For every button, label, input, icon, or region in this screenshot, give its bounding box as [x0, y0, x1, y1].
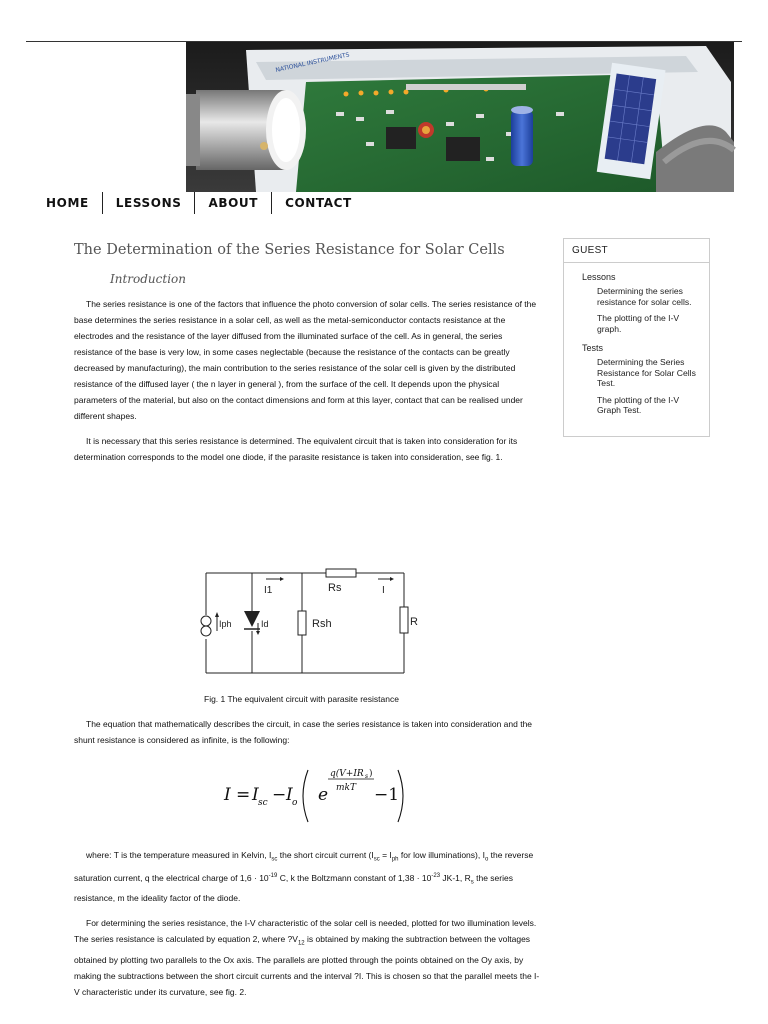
svg-text:−: −	[272, 785, 287, 805]
nav-home-link[interactable]: HOME	[33, 192, 103, 214]
nav-lessons-link[interactable]: LESSONS	[103, 192, 196, 214]
page-title: The Determination of the Series Resistance for Solar Cells	[74, 242, 505, 258]
sidebar-tests-label: Tests	[582, 343, 604, 353]
svg-text:s: s	[365, 773, 369, 780]
label-rs: Rs	[328, 582, 342, 594]
svg-text:=: =	[236, 785, 251, 805]
nav-contact-link[interactable]: CONTACT	[285, 196, 352, 210]
sidebar-panel	[563, 238, 710, 437]
sidebar-lessons-label: Lessons	[582, 272, 616, 282]
paragraph-necessity: It is necessary that this series resistance is determined. The equivalent circuit that is taken into consideration for its determination corresponds to the model one diode, if the parasite resistance is taken into consideration, see fig. 1.	[74, 436, 518, 462]
equation-1	[222, 762, 540, 829]
circuit-diagram	[202, 569, 418, 681]
sidebar-test-series-resistance[interactable]: Determining the Series Resistance for Solar Cells Test.	[597, 357, 696, 388]
solar-lab-photo	[186, 42, 734, 192]
header-banner-image	[186, 42, 734, 192]
label-id: Id	[261, 619, 269, 629]
paragraph-where: where: T is the temperature measured in Kelvin, $I_{sc}$ the short circuit current ($I_{sc} = I_{ph}$ for low illuminations), $I_o$ the reverse saturation current, q the electrical charge of $1,6 \cdot 10^{-19}$ C, k the Boltzmann constant of $1,38 \cdot 10^{-23}$ JK-1, $R_s$ the series resistance, m the ideality factor of the diode.	[74, 850, 534, 904]
svg-text:I: I	[252, 785, 259, 805]
svg-text:o: o	[292, 798, 298, 808]
label-i: I	[382, 585, 385, 596]
svg-text:sc: sc	[258, 798, 268, 808]
sidebar-lesson-iv-graph[interactable]: The plotting of the I-V graph.	[597, 313, 680, 334]
equation-image	[222, 762, 412, 824]
label-i1: I1	[264, 585, 273, 596]
nav-about-link[interactable]: ABOUT	[195, 192, 272, 214]
paragraph-determining: For determining the series resistance, the I-V characteristic of the solar cell is needed, plotted for two illumination levels. The series resistance is calculated by equation 2, where $?V_{12}$ is obtained by making the subtraction between the voltages obtained by plotting two parallels to the Ox axis. The parallels are plotted through the points obtained on the Oy axis, by making the subtractions between the short circuit currents and the interval ?I. This is chosen so that the parallel meets the I-V characteristic under its curvature, see fig. 2.	[74, 918, 540, 997]
paragraph-intro: The series resistance is one of the factors that influence the photo conversion of solar cells. The series resistance of the base determines the series resistance in a solar cell, as well as the metal-semiconductor contacts resistance at the electrodes and the resistance of the layer diffused from the illuminated surface of the cell. As in general, the series resistance of the base is very low, in some cases neglectable (because the resistance of the contacts can be greatly decreased by manufacturing), the main contribution to the series resistance of the solar cell is given by the distributed resistance of the diffused layer ( the n layer in general ), from the surface of the cell. It depends upon the physical parameters of the material, but also on the contact dimensions and form at this layer, contact that can be realised under different shapes.	[74, 299, 537, 421]
article-content	[74, 240, 540, 1009]
sidebar-lesson-series-resistance[interactable]: Determining the series resistance for solar cells.	[597, 286, 692, 307]
svg-text:): )	[369, 769, 373, 779]
svg-text:I: I	[286, 785, 293, 805]
label-r: R	[410, 616, 418, 628]
sidebar-test-iv-graph[interactable]: The plotting of the I-V Graph Test.	[597, 394, 680, 415]
svg-text:mkT: mkT	[336, 783, 356, 793]
svg-text:q(V+IR: q(V+IR	[330, 769, 364, 779]
figure-equivalent-circuit	[202, 569, 540, 686]
paragraph-equation-intro: The equation that mathematically describes the circuit, in case the series resistance is taken into consideration and the shunt resistance is considered as infinite, is the following:	[74, 719, 533, 745]
svg-text:−1: −1	[374, 785, 400, 805]
label-iph: Iph	[219, 619, 232, 629]
label-rsh: Rsh	[312, 618, 332, 630]
section-heading-introduction: Introduction	[110, 272, 186, 286]
sidebar-heading: GUEST	[564, 239, 709, 263]
logo-text: NATIONAL INSTRUMENTS	[274, 51, 351, 74]
svg-text:I: I	[224, 785, 231, 805]
svg-text:e: e	[318, 785, 329, 805]
main-navigation	[33, 192, 365, 214]
figure-caption: Fig. 1 The equivalent circuit with parasite resistance	[204, 694, 399, 704]
